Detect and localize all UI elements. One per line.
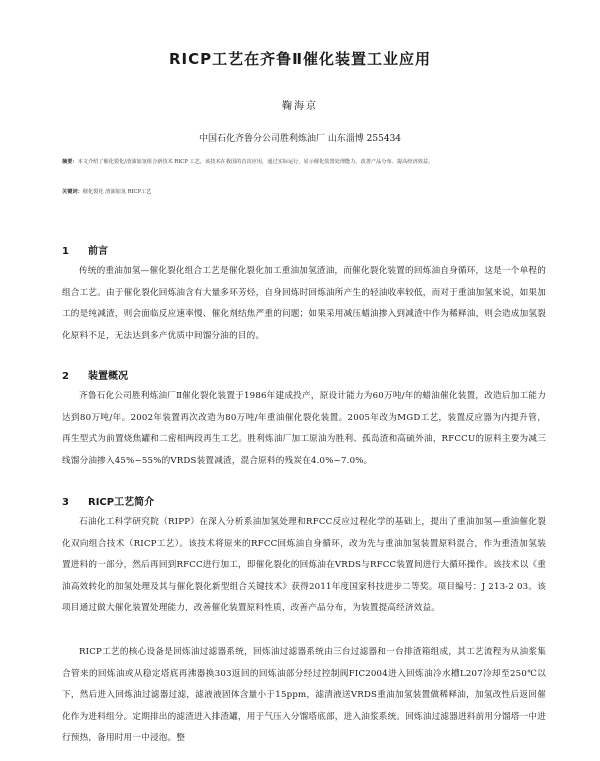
section-number: 1 [62, 246, 69, 257]
paragraph: 传统的重油加氢—催化裂化组合工艺是催化裂化加工重油加氢渣油，而催化裂化装置的回炼油自身循环，这是一个单程的组合工艺。由于催化裂化回炼油含有大量多环芳烃，自身回炼时回炼油所产生的轻油收率较低，而对于重油加氢来说，如果加工的是纯减渣，则会面临反应速率慢、催化剂结焦严重的问题；如果采用减压蜡油掺入到减渣中作为稀释油，则会造成加氢裂化原料不足，无法达到多产优质中间馏分油的目的。 [62, 266, 546, 341]
abstract-text: 本文介绍了催化裂化/渣油加氢组合新技术 RICP 工艺，该技术在我国的首次应用，通过实际运行，显示催化装置处理能力、改善产品分布、提高经济效益。 [77, 159, 434, 165]
paragraph: 石油化工科学研究院（RIPP）在深入分析系油加氢处理和RFCC反应过程化学的基础上，提出了重油加氢—重油催化裂化双向组合技术（RICP工艺）。该技术将原来的RFCC回炼油自身循环，改为先与重油加氢装置原料混合，作为重渣加氢装置进料的一部分，然后再回到RFCC进行加工，即催化裂化的回炼油在VRDS与RFCC装置间进行大循环操作。该技术以《重油高效转化的加氢处理及其与催化裂化新型组合关键技术》获得2011年度国家科技进步二等奖。项目编号：J 213-2 03。该项目通过做大催化装置处理能力，改善催化装置原料性质，改善产品分布，为装置提高经济效益。 [62, 517, 546, 613]
abstract-label: 摘要： [62, 159, 78, 165]
section-title: 装置概况 [88, 371, 128, 382]
paragraph: 齐鲁石化公司胜利炼油厂Ⅱ催化裂化装置于1986年建成投产，原设计能力为60万吨/年的蜡油催化装置，改造后加工能力达到80万吨/年。2002年装置再次改造为80万吨/年重油催化裂化装置。2005年改为MGD工艺，装置反应器为内提升管，再生型式为前置烧焦罐和二密相两段再生工艺。胜利炼油厂加工原油为胜利、孤岛渣和高硫外油，RFCCU的原料主要为减三线馏分油掺入45%~55%的VRDS装置减渣，混合原料的残炭在4.0%~7.0%。 [62, 391, 546, 466]
section-heading [62, 493, 154, 508]
paper-title: RICP工艺在齐鲁Ⅱ催化装置工业应用 [168, 50, 431, 68]
section-title: RICP工艺简介 [88, 497, 155, 508]
author-name: 鞠海京 [282, 101, 318, 112]
paragraph: RICP工艺的核心设备是回炼油过滤器系统，回炼油过滤器系统由三台过滤器和一台排渣箱组成，其工艺流程为从油浆集合管来的回炼油或从稳定塔底再沸器换303返回的回炼油部分经过控制阀FIC2004进入回炼油冷水槽L207冷却至250℃以下，然后进入回炼油过滤器过滤，滤液液固体含量小于15ppm，滤清液送VRDS重油加氢装置做稀释油，加氢改性后返回催化作为进料组分。定期排出的滤渣进入排渣罐，用于气压入分馏塔底部，进入油浆系统。回炼油过滤器进料前用分馏塔一中进行预热，备用时用一中浸泡。整 [62, 647, 546, 743]
section-number: 3 [62, 497, 69, 508]
keywords [62, 188, 544, 195]
abstract [62, 156, 544, 169]
section-heading [62, 367, 128, 382]
author-affiliation: 中国石化齐鲁分公司胜利炼油厂 山东淄博 255434 [198, 134, 402, 144]
keywords-text: 催化裂化 渣油加氢 RICP工艺 [82, 189, 152, 195]
keywords-label: 关键词： [62, 189, 83, 195]
section-number: 2 [62, 371, 69, 382]
section-title: 前言 [88, 246, 108, 257]
section-heading [62, 242, 108, 257]
